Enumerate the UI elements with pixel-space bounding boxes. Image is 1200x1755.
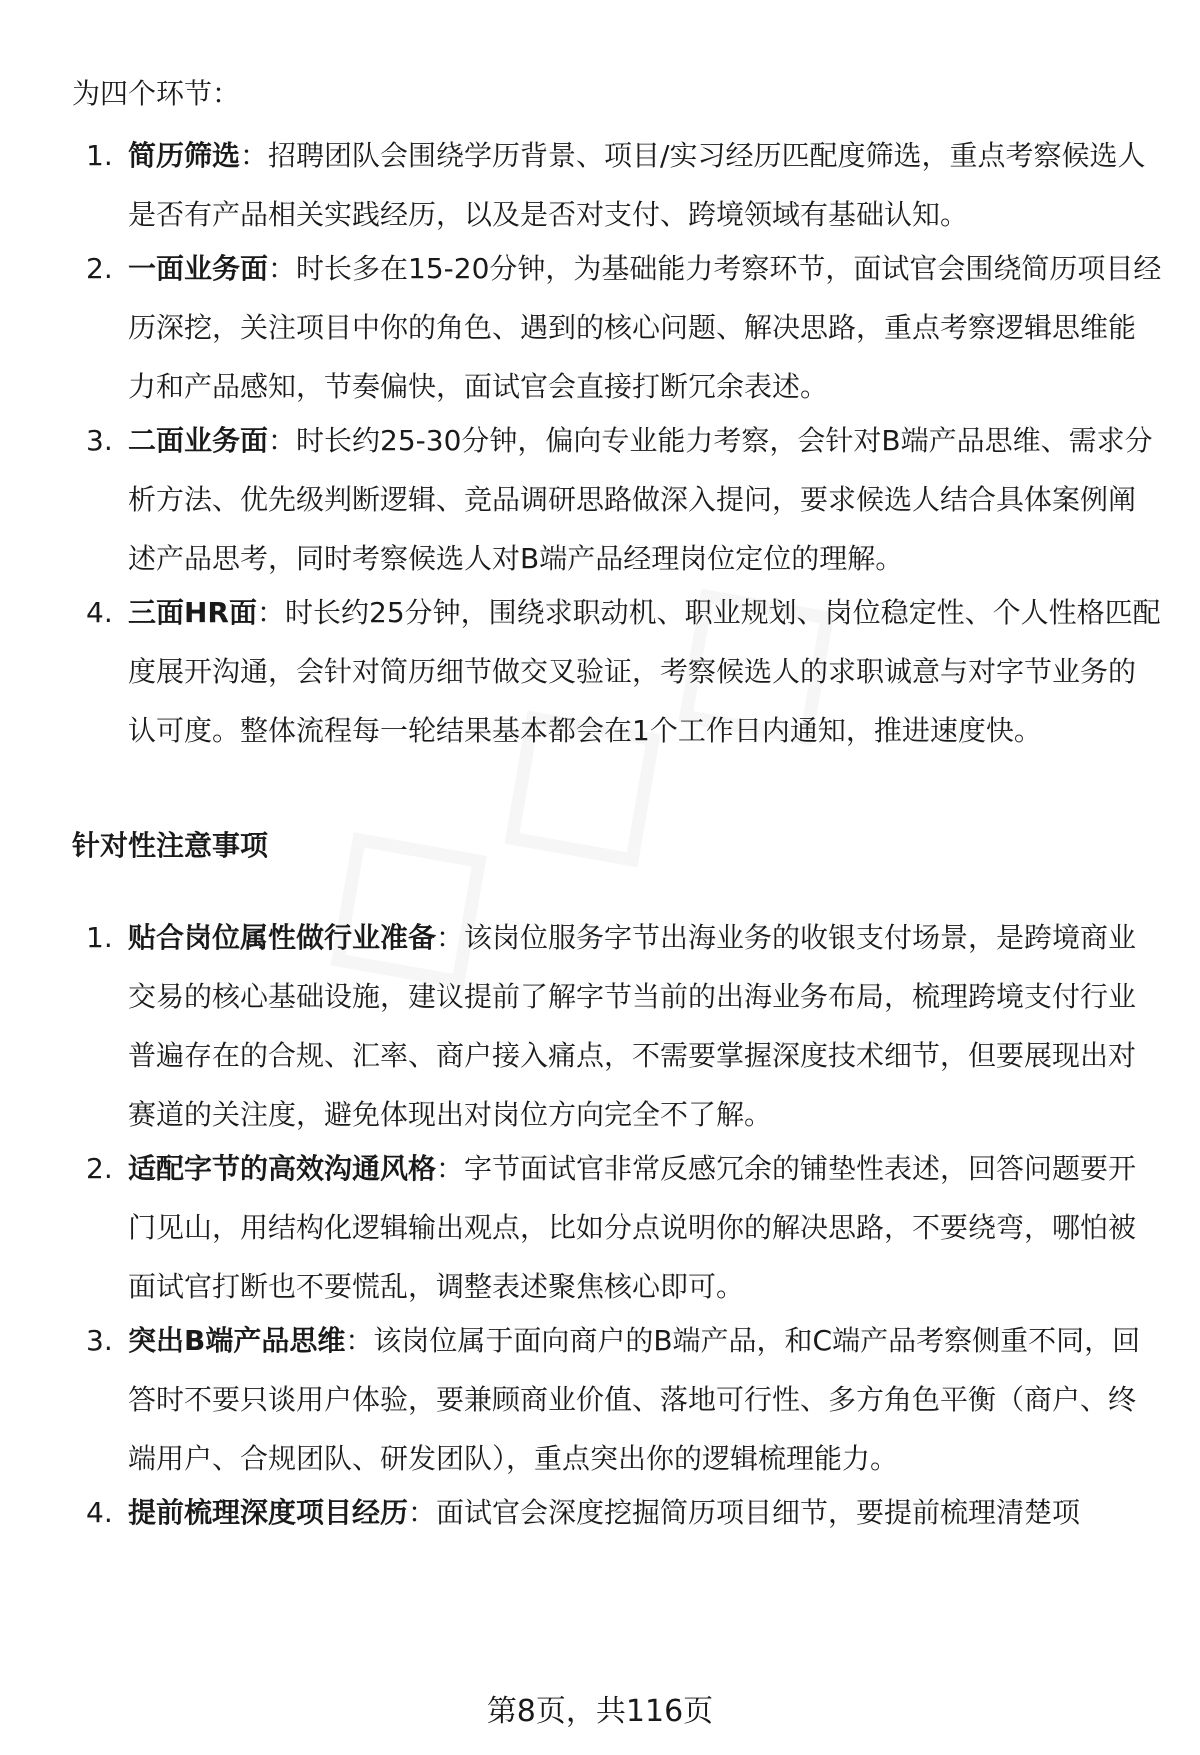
list-term: 提前梳理深度项目经历 xyxy=(128,1496,409,1529)
list-number: 4. xyxy=(86,596,113,629)
list-number: 1. xyxy=(86,139,113,172)
list-text: ：招聘团队会围绕学历背景、项目/实习经历匹配度筛选，重点考察候选人是否有产品相关实践经历，以及是否对支付、跨境领域有基础认知。 xyxy=(128,139,1146,231)
list-item xyxy=(72,1139,1162,1316)
list-item xyxy=(72,239,1162,416)
list-text: ：该岗位属于面向商户的B端产品，和C端产品考察侧重不同，回答时不要只谈用户体验，要兼顾商业价值、落地可行性、多方角色平衡（商户、终端用户、合规团队、研发团队），重点突出你的逻辑梳理能力。 xyxy=(128,1324,1141,1475)
list-item xyxy=(72,126,1162,244)
list-term: 二面业务面 xyxy=(128,424,269,457)
intro-text: 为四个环节： xyxy=(72,77,241,110)
section-heading: 针对性注意事项 xyxy=(72,829,269,862)
page-number-footer: 第8页，共116页 xyxy=(486,1694,714,1729)
list-text: ：面试官会深度挖掘简历项目细节，要提前梳理清楚项 xyxy=(408,1496,1081,1529)
list-item xyxy=(72,583,1162,760)
list-term: 贴合岗位属性做行业准备 xyxy=(128,921,437,954)
list-term: 适配字节的高效沟通风格 xyxy=(128,1152,437,1185)
list-number: 3. xyxy=(86,424,113,457)
list-term: 突出B端产品思维 xyxy=(128,1324,346,1357)
list-item xyxy=(72,1483,1162,1542)
list-text: ：时长约25分钟，围绕求职动机、职业规划、岗位稳定性、个人性格匹配度展开沟通，会针对简历细节做交叉验证，考察候选人的求职诚意与对字节业务的认可度。整体流程每一轮结果基本都会在1个工作日内通知，推进速度快。 xyxy=(128,596,1161,747)
list-number: 3. xyxy=(86,1324,113,1357)
list-term: 三面HR面 xyxy=(128,596,257,629)
list-number: 4. xyxy=(86,1496,113,1529)
list-text: ：时长约25-30分钟，偏向专业能力考察，会针对B端产品思维、需求分析方法、优先级判断逻辑、竞品调研思路做深入提问，要求候选人结合具体案例阐述产品思考，同时考察候选人对B端产品经理岗位定位的理解。 xyxy=(128,424,1153,575)
list-item xyxy=(72,908,1162,1144)
list-text: ：字节面试官非常反感冗余的铺垫性表述，回答问题要开门见山，用结构化逻辑输出观点，比如分点说明你的解决思路，不要绕弯，哪怕被面试官打断也不要慌乱，调整表述聚焦核心即可。 xyxy=(128,1152,1137,1303)
list-item xyxy=(72,1311,1162,1488)
list-text: ：该岗位服务字节出海业务的收银支付场景，是跨境商业交易的核心基础设施，建议提前了解字节当前的出海业务布局，梳理跨境支付行业普遍存在的合规、汇率、商户接入痛点，不需要掌握深度技术细节，但要展现出对赛道的关注度，避免体现出对岗位方向完全不了解。 xyxy=(128,921,1137,1131)
list-term: 简历筛选 xyxy=(128,139,241,172)
list-number: 2. xyxy=(86,252,113,285)
list-term: 一面业务面 xyxy=(128,252,269,285)
list-item xyxy=(72,411,1162,588)
list-text: ：时长多在15-20分钟，为基础能力考察环节，面试官会围绕简历项目经历深挖，关注项目中你的角色、遇到的核心问题、解决思路，重点考察逻辑思维能力和产品感知，节奏偏快，面试官会直接打断冗余表述。 xyxy=(128,252,1162,403)
list-number: 1. xyxy=(86,921,113,954)
list-number: 2. xyxy=(86,1152,113,1185)
tips-list xyxy=(72,908,1162,1542)
process-list xyxy=(72,126,1162,760)
